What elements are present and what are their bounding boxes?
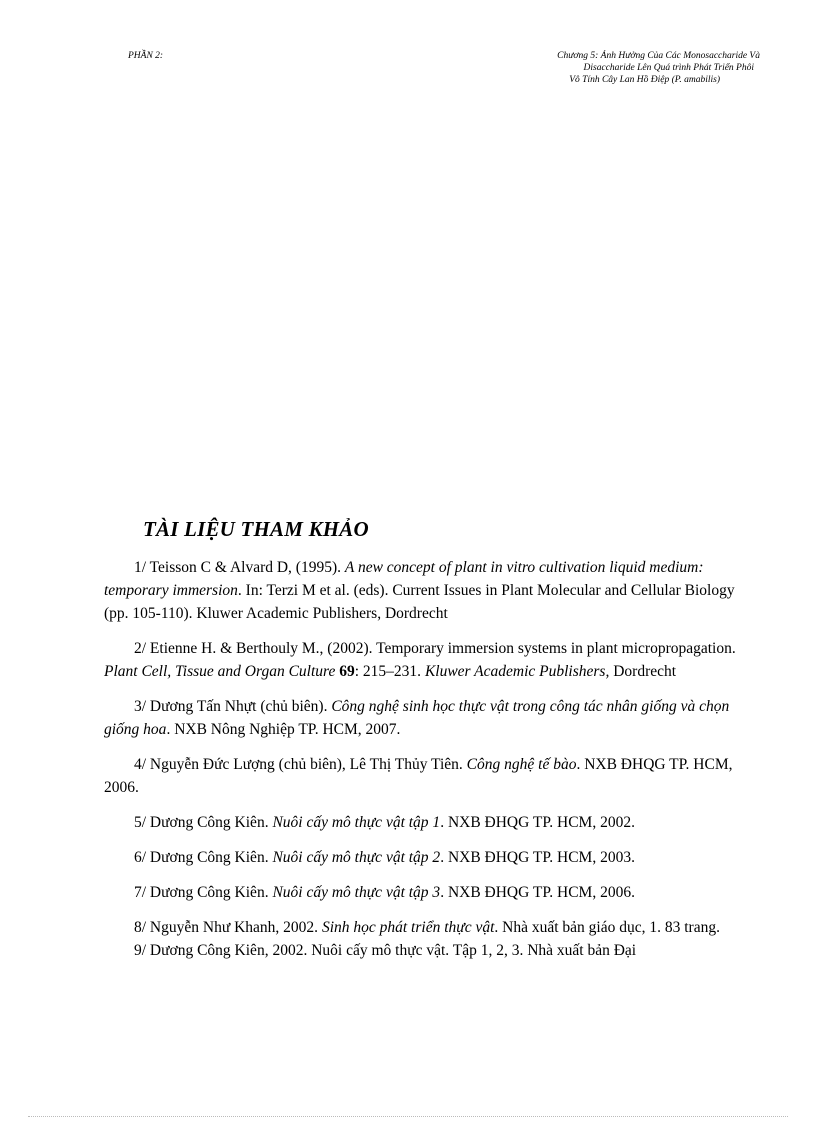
reference-item: 3/ Dương Tấn Nhựt (chủ biên). Công nghệ sinh học thực vật trong công tác nhân giống và chọn giống hoa. NXB Nông Nghiệp TP. HCM, 2007. bbox=[104, 698, 730, 738]
reference-item: 6/ Dương Công Kiên. Nuôi cấy mô thực vật tập 2. NXB ĐHQG TP. HCM, 2003. bbox=[134, 849, 635, 866]
reference-item: 7/ Dương Công Kiên. Nuôi cấy mô thực vật tập 3. NXB ĐHQG TP. HCM, 2006. bbox=[134, 884, 635, 901]
header-chapter-line-1: Chương 5: Ảnh Hưởng Của Các Monosaccharide Và bbox=[557, 51, 760, 61]
header-chapter-title bbox=[460, 50, 760, 86]
reference-item: 5/ Dương Công Kiên. Nuôi cấy mô thực vật tập 1. NXB ĐHQG TP. HCM, 2002. bbox=[134, 814, 635, 831]
header-section-label: PHẦN 2: bbox=[128, 51, 164, 61]
references-list bbox=[104, 556, 744, 974]
reference-item: 8/ Nguyễn Như Khanh, 2002. Sinh học phát triển thực vật. Nhà xuất bản giáo dục, 1. 83 trang. bbox=[134, 919, 720, 936]
reference-item: 2/ Etienne H. & Berthouly M., (2002). Temporary immersion systems in plant micropropagation. Plant Cell, Tissue and Organ Culture 69: 215–231. Kluwer Academic Publishers, Dordrecht bbox=[104, 640, 736, 680]
reference-item: 4/ Nguyễn Đức Lượng (chủ biên), Lê Thị Thủy Tiên. Công nghệ tế bào. NXB ĐHQG TP. HCM, 2006. bbox=[104, 756, 733, 796]
header-chapter-line-2: Disaccharide Lên Quá trình Phát Triển Phôi bbox=[583, 63, 754, 73]
reference-item: 9/ Dương Công Kiên, 2002. Nuôi cấy mô thực vật. Tập 1, 2, 3. Nhà xuất bản Đại bbox=[134, 942, 637, 959]
header-chapter-line-3: Vô Tính Cây Lan Hồ Điệp (P. amabilis) bbox=[569, 75, 720, 85]
page-bottom-divider bbox=[28, 1116, 788, 1117]
reference-item: 1/ Teisson C & Alvard D, (1995). A new concept of plant in vitro cultivation liquid medium: temporary immersion. In: Terzi M et al. (eds). Current Issues in Plant Molecular and Cellular Biology (pp. 105-110). Kluwer Academic Publishers, Dordrecht bbox=[104, 559, 735, 622]
references-heading: TÀI LIỆU THAM KHẢO bbox=[143, 517, 369, 541]
